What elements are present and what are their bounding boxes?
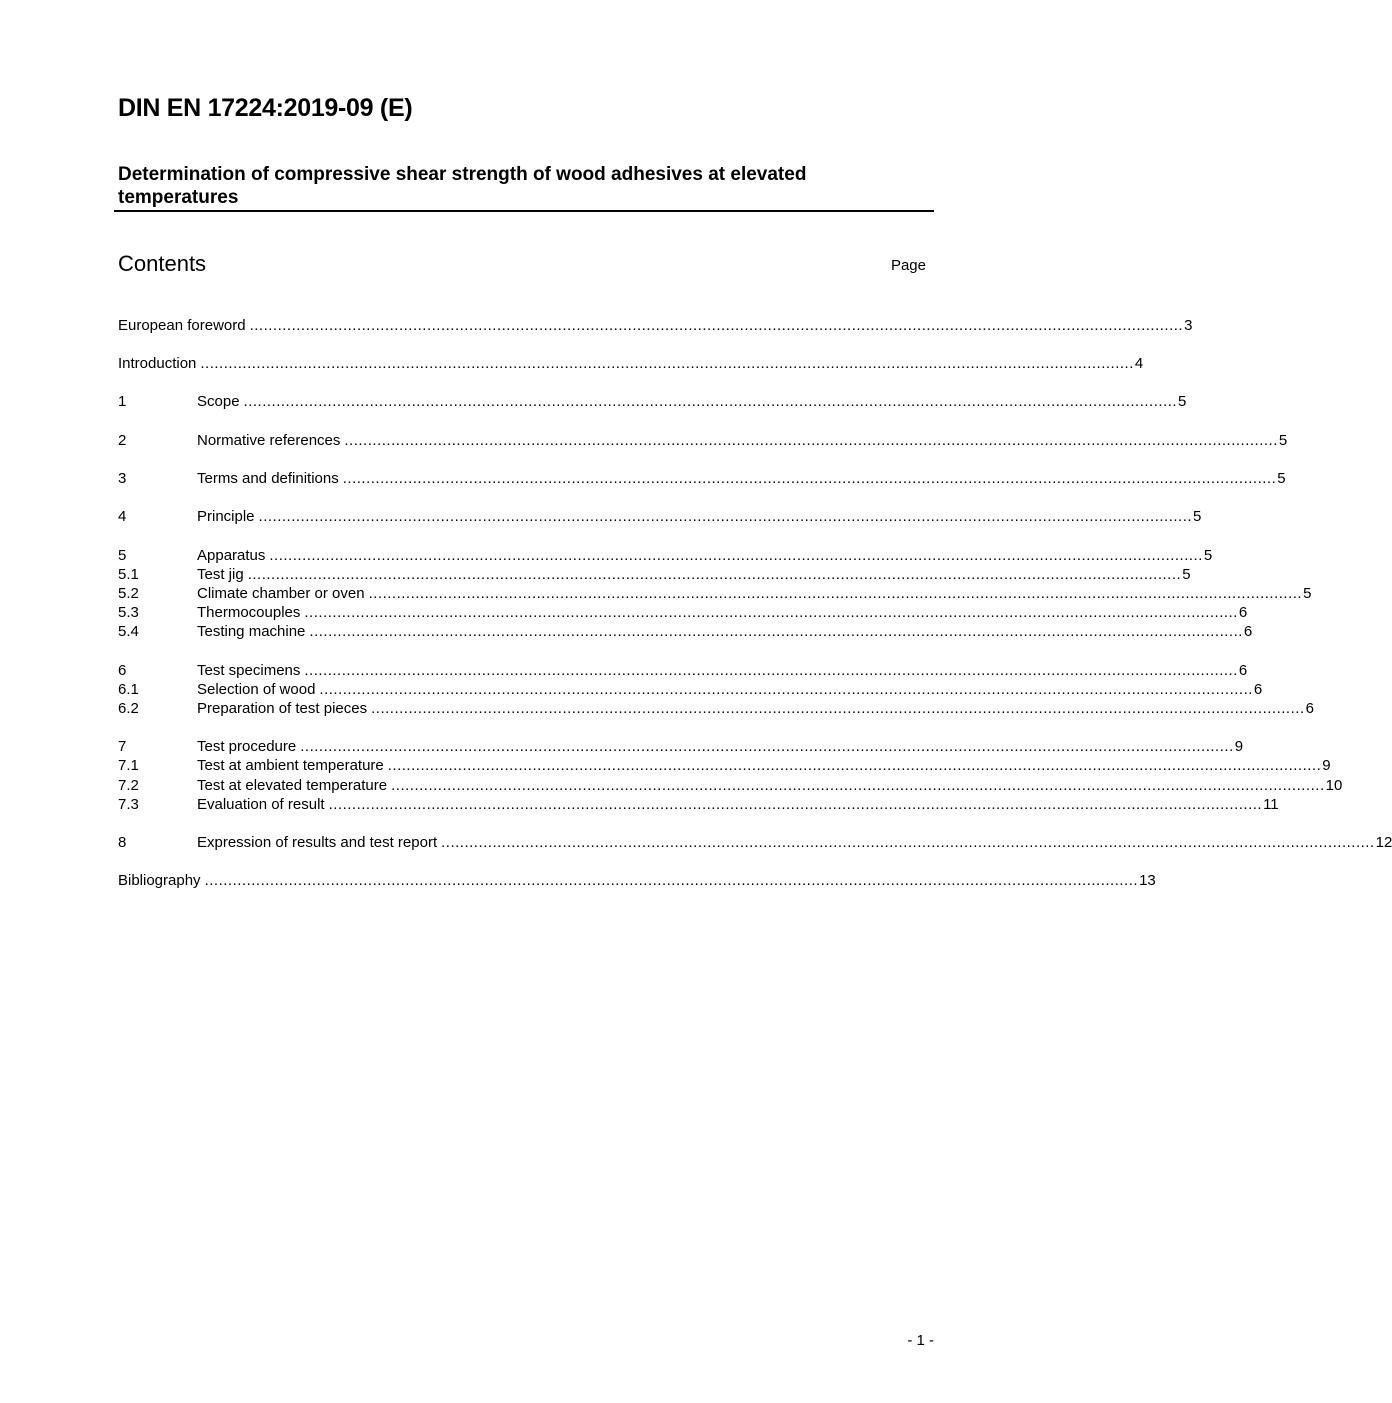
toc-entry-page: 6	[1238, 604, 1248, 621]
toc-entry[interactable]	[118, 737, 1244, 756]
title-underline	[114, 210, 934, 212]
toc-entry-title: Normative references	[197, 432, 341, 449]
toc-entry-page: 9	[1234, 738, 1244, 755]
toc-dot-leader: ........................................................................................................................................................................................................	[387, 757, 1322, 774]
toc-entry[interactable]	[118, 661, 1248, 680]
toc-entry[interactable]	[118, 776, 1343, 795]
toc-entry-title: Testing machine	[197, 623, 306, 640]
toc-entry[interactable]	[118, 795, 1279, 814]
toc-entry-page: 5	[1178, 393, 1187, 410]
toc-dot-leader: ........................................................................................................................................................................................................	[204, 872, 1139, 889]
toc-dot-leader: ........................................................................................................................................................................................................	[249, 317, 1184, 334]
toc-entry-page: 11	[1263, 796, 1279, 813]
toc-entry-title: Test jig	[197, 566, 244, 583]
toc-dot-leader: ........................................................................................................................................................................................................	[300, 738, 1234, 755]
toc-dot-leader: ........................................................................................................................................................................................................	[258, 508, 1193, 525]
toc-dot-leader: ........................................................................................................................................................................................................	[304, 662, 1238, 679]
toc-dot-leader: ........................................................................................................................................................................................................	[328, 796, 1263, 813]
toc-entry-title: Preparation of test pieces	[197, 700, 368, 717]
toc-dot-leader: ........................................................................................................................................................................................................	[247, 566, 1182, 583]
toc-dot-leader: ........................................................................................................................................................................................................	[200, 355, 1134, 372]
toc-entry-page: 6	[1305, 700, 1314, 717]
contents-heading: Contents	[118, 251, 207, 276]
toc-entry-number: 5	[118, 547, 127, 564]
document-id: DIN EN 17224:2019-09 (E)	[118, 94, 413, 122]
toc-entry-title: Principle	[197, 508, 255, 525]
toc-entry-page: 12	[1375, 834, 1392, 851]
toc-entry-page: 6	[1243, 623, 1253, 640]
toc-entry[interactable]	[118, 833, 1392, 852]
toc-entry-page: 5	[1277, 470, 1286, 487]
toc-entry-number: 2	[118, 432, 127, 449]
toc-entry[interactable]	[118, 546, 1213, 565]
toc-dot-leader: ........................................................................................................................................................................................................	[441, 834, 1375, 851]
toc-entry[interactable]	[118, 565, 1191, 584]
toc-entry-title: Introduction	[118, 355, 197, 372]
toc-entry[interactable]	[118, 392, 1187, 411]
toc-entry-number: 5.2	[118, 585, 139, 602]
toc-entry-page: 5	[1278, 432, 1288, 449]
toc-entry-number: 7	[118, 738, 127, 755]
toc-dot-leader: ........................................................................................................................................................................................................	[368, 585, 1303, 602]
toc-entry[interactable]	[118, 316, 1193, 335]
toc-entry-number: 3	[118, 470, 127, 487]
toc-entry-title: Test specimens	[197, 662, 301, 679]
toc-entry-title: Terms and definitions	[197, 470, 339, 487]
toc-entry[interactable]	[118, 756, 1331, 775]
page-column-label: Page	[890, 257, 926, 274]
toc-entry-number: 5.4	[118, 623, 139, 640]
toc-entry-page: 9	[1322, 757, 1331, 774]
toc-entry-page: 6	[1238, 662, 1248, 679]
toc-entry-title: Scope	[197, 393, 240, 410]
toc-entry-page: 6	[1253, 681, 1263, 698]
toc-entry-title: Apparatus	[197, 547, 266, 564]
toc-entry[interactable]	[118, 680, 1263, 699]
toc-entry-page: 3	[1184, 317, 1193, 334]
toc-entry-title: Test at ambient temperature	[197, 757, 384, 774]
toc-entry[interactable]	[118, 603, 1248, 622]
toc-dot-leader: ........................................................................................................................................................................................................	[391, 777, 1325, 794]
toc-dot-leader: ........................................................................................................................................................................................................	[309, 623, 1243, 640]
toc-entry-page: 10	[1325, 777, 1343, 794]
toc-entry-title: Climate chamber or oven	[197, 585, 365, 602]
toc-entry-title: Test at elevated temperature	[197, 777, 388, 794]
toc-entry-number: 1	[118, 393, 127, 410]
toc-entry-number: 8	[118, 834, 127, 851]
toc-entry-title: Thermocouples	[197, 604, 301, 621]
document-title: Determination of compressive shear strength of wood adhesives at elevated temperatures	[118, 164, 807, 208]
toc-entry-number: 5.1	[118, 566, 139, 583]
toc-entry[interactable]	[118, 871, 1156, 890]
toc-entry[interactable]	[118, 507, 1202, 526]
toc-entry[interactable]	[118, 469, 1286, 488]
toc-entry-page: 4	[1134, 355, 1144, 372]
toc-dot-leader: ........................................................................................................................................................................................................	[319, 681, 1253, 698]
toc-entry-page: 5	[1303, 585, 1312, 602]
toc-dot-leader: ........................................................................................................................................................................................................	[371, 700, 1305, 717]
footer-page-number: - 1 -	[907, 1332, 934, 1349]
toc-entry-number: 7.1	[118, 757, 139, 774]
toc-entry-title: Bibliography	[118, 872, 201, 889]
toc-entry-title: European foreword	[118, 317, 246, 334]
toc-entry[interactable]	[118, 431, 1288, 450]
toc-entry-title: Expression of results and test report	[197, 834, 438, 851]
toc-dot-leader: ........................................................................................................................................................................................................	[243, 393, 1178, 410]
toc-dot-leader: ........................................................................................................................................................................................................	[344, 432, 1278, 449]
toc-entry-number: 7.2	[118, 777, 139, 794]
toc-entry[interactable]	[118, 622, 1253, 641]
toc-entry-number: 7.3	[118, 796, 139, 813]
toc-dot-leader: ........................................................................................................................................................................................................	[304, 604, 1238, 621]
toc-entry-page: 5	[1193, 508, 1202, 525]
toc-entry-title: Selection of wood	[197, 681, 316, 698]
toc-entry[interactable]	[118, 699, 1314, 718]
toc-entry-page: 5	[1182, 566, 1191, 583]
toc-entry-title: Evaluation of result	[197, 796, 325, 813]
toc-entry[interactable]	[118, 354, 1144, 373]
toc-dot-leader: ........................................................................................................................................................................................................	[342, 470, 1277, 487]
toc-entry-number: 6	[118, 662, 127, 679]
toc-dot-leader: ........................................................................................................................................................................................................	[269, 547, 1203, 564]
toc-entry-number: 5.3	[118, 604, 139, 621]
toc-entry-number: 4	[118, 508, 127, 525]
toc-entry-number: 6.1	[118, 681, 139, 698]
toc-entry[interactable]	[118, 584, 1312, 603]
toc-entry-number: 6.2	[118, 700, 139, 717]
toc-entry-page: 5	[1203, 547, 1213, 564]
toc-entry-page: 13	[1139, 872, 1156, 889]
toc-entry-title: Test procedure	[197, 738, 297, 755]
